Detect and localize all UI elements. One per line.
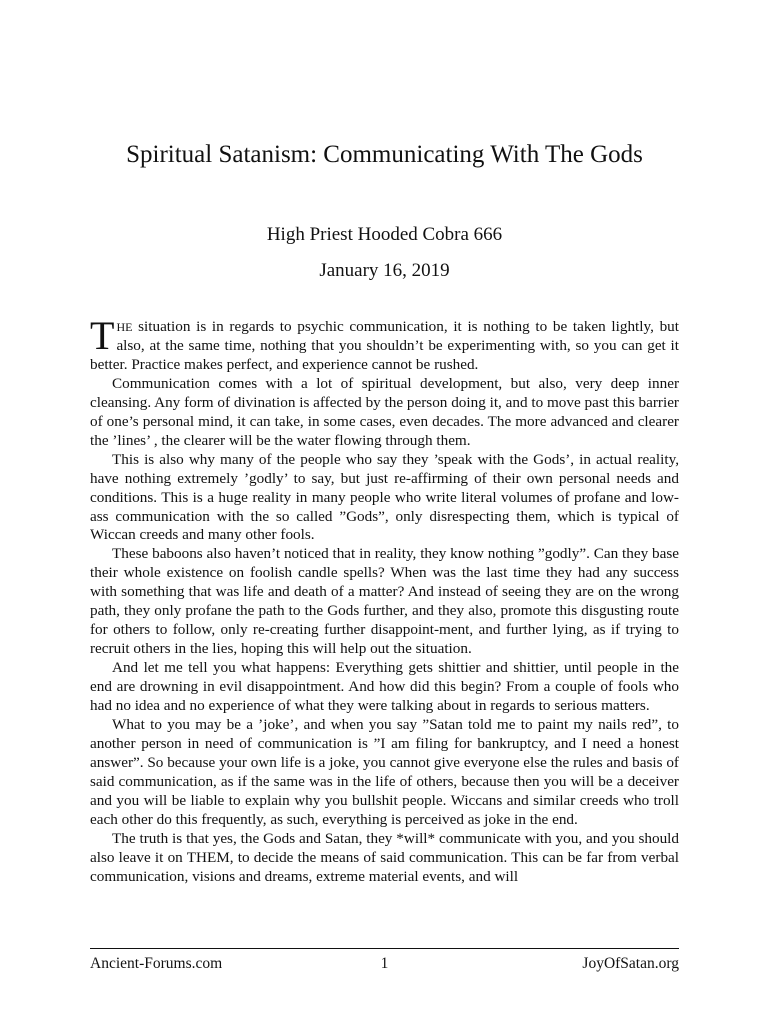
document-date: January 16, 2019 (319, 260, 450, 281)
paragraph-1-text: situation is in regards to psychic communication, it is nothing to be taken lightly, but also, at the same time, nothing that you shouldn’t be experimenting with, so you can get it better. Practice makes perfect, and experience cannot be rushed. (90, 318, 679, 373)
dropcap-letter: T (90, 313, 115, 358)
paragraph-1 (90, 313, 679, 375)
document-body (90, 313, 679, 887)
paragraph-2: Communication comes with a lot of spiritual development, but also, very deep inner cleansing. Any form of divination is affected by the person doing it, and to move past this barrier of one’s personal mind, it can take, in some cases, even decades. The more advanced and clearer the ’lines’ , the clearer will be the water flowing through them. (90, 374, 679, 449)
paragraph-3: This is also why many of the people who say they ’speak with the Gods’, in actual reality, have nothing extremely ’godly’ to say, but just re-affirming of their own personal needs and conditions. This is a huge reality in many people who write literal volumes of profane and low-ass communication with the so called ”Gods”, only disrespecting them, which is typical of Wiccan creeds and many other fools. (90, 450, 679, 544)
paragraph-5: And let me tell you what happens: Everything gets shittier and shittier, until people in the end are drowning in evil disappointment. And how did this begin? From a couple of fools who had no idea and no experience of what they were talking about in regards to serious matters. (90, 659, 679, 715)
footer-left-link[interactable]: Ancient-Forums.com (90, 955, 223, 972)
document-author: High Priest Hooded Cobra 666 (266, 224, 503, 245)
page-number: 1 (380, 955, 389, 972)
document-page (90, 0, 679, 1024)
paragraph-7: The truth is that yes, the Gods and Satan, they *will* communicate with you, and you should also leave it on THEM, to decide the means of said communication. This can be far from verbal communication, visions and dreams, extreme material events, and will (90, 829, 679, 885)
footer-rule (90, 948, 679, 949)
footer-right-link[interactable]: JoyOfSatan.org (582, 955, 679, 972)
paragraph-6: What to you may be a ’joke’, and when you say ”Satan told me to paint my nails red”, to another person in need of communication is ”I am filing for bankruptcy, and I need a honest answer”. So because your own life is a joke, you cannot give everyone else the rules and basis of said communication, as if the same was in the life of others, because then you will be a deceiver and you will be liable to explain why you bullshit people. Wiccans and similar creeds who troll each other do this frequently, as such, everything is perceived as joke in the end. (90, 716, 679, 828)
document-title: Spiritual Satanism: Communicating With The Gods (126, 141, 643, 168)
paragraph-4: These baboons also haven’t noticed that in reality, they know nothing ”godly”. Can they base their whole existence on foolish candle spells? When was the last time they had any success with something that was life and death of a matter? And instead of seeing they are on the wrong path, they only profane the path to the Gods further, and they also, promote this disgusting route for others to follow, only re-creating further disappoint-ment, and further lying, as if trying to recruit others in the lies, hoping this will help out the situation. (90, 545, 679, 658)
smallcaps-lead: HE (116, 320, 133, 334)
